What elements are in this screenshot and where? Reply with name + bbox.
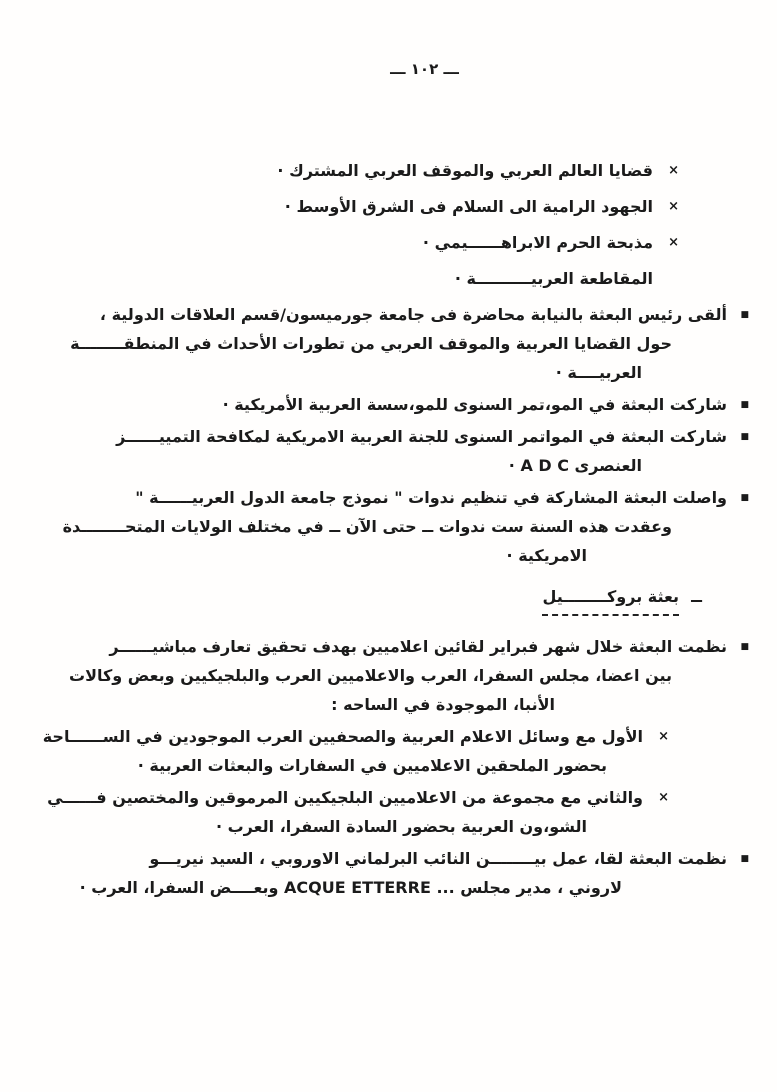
square-bullet-icon: ■	[740, 642, 749, 652]
bullet-item	[0, 636, 777, 716]
square-bullet-icon: ■	[740, 310, 749, 320]
paragraph-line: والثاني مع مجموعة من الاعلاميين البلجيكيين المرموقين والمختصين فــــــي	[47, 788, 643, 807]
paragraph-line: حول القضايا العربية والموقف العربي من تطورات الأحداث في المنطقــــــــة	[70, 334, 672, 353]
paragraph-line: شاركت البعثة في المواتمر السنوى للجنة العربية الامريكية لمكافحة التمييــــــز	[116, 427, 727, 446]
cross-bullet-icon: ×	[668, 163, 679, 178]
bullet-item	[0, 394, 777, 416]
cross-bullet-icon: ×	[668, 235, 679, 250]
square-bullet-icon: ■	[740, 854, 749, 864]
bullet-item	[0, 487, 777, 567]
topic-item	[0, 196, 777, 218]
topic-item	[0, 160, 777, 182]
topic-list	[0, 160, 777, 290]
cross-bullet-icon: ×	[658, 729, 669, 744]
cross-bullet-icon: ×	[668, 199, 679, 214]
paragraph-line: الأول مع وسائل الاعلام العربية والصحفيين العرب الموجودين في الســــــاحة	[42, 727, 643, 746]
paragraph-line: واصلت البعثة المشاركة في تنظيم ندوات " نموذج جامعة الدول العربيــــــة "	[135, 488, 727, 507]
sub-bullet-item	[0, 787, 777, 838]
paragraph-line: ألقى رئيس البعثة بالنيابة محاضرة فى جامعة جورميسون/قسم العلاقات الدولية ،	[99, 305, 727, 324]
paragraph-line: بين اعضا، مجلس السفرا، العرب والاعلاميين العرب والبلجيكيين وبعض وكالات	[68, 666, 672, 685]
page-number: ـــ ١٠٢ ـــ	[390, 60, 459, 78]
heading-title: بعثة بروكــــــــيل	[542, 585, 679, 616]
paragraph-line: الامريكية ·	[506, 546, 587, 565]
section-heading-brussels	[0, 585, 777, 616]
dash-icon: ــ	[691, 587, 702, 606]
topic-text: قضايا العالم العربي والموقف العربي المشترك ·	[277, 161, 653, 180]
paragraph-line: العنصرى A D C ·	[508, 456, 642, 475]
paragraph-line: نظمت البعثة خلال شهر فبراير لقائين اعلاميين بهدف تحقيق تعارف مباشيــــــر	[109, 637, 727, 656]
activity-list	[0, 304, 777, 567]
bullet-first-line	[0, 487, 777, 509]
topic-item	[0, 232, 777, 254]
paragraph-line: الأنبا، الموجودة في الساحه :	[331, 695, 555, 714]
bullet-item	[0, 426, 777, 477]
topic-text: الجهود الرامية الى السلام فى الشرق الأوسط ·	[284, 197, 653, 216]
paragraph-line: العربيــــة ·	[555, 363, 642, 382]
topic-item	[0, 268, 777, 290]
bullet-spacer	[653, 268, 679, 290]
bullet-first-line	[0, 304, 777, 326]
bullet-first-line	[0, 726, 777, 748]
paragraph-line: الشو،ون العربية بحضور السادة السفرا، العرب ·	[215, 817, 587, 836]
paragraph-line: شاركت البعثة في المو،تمر السنوى للمو،سسة العربية الأمريكية ·	[222, 395, 727, 414]
square-bullet-icon: ■	[740, 493, 749, 503]
paragraph-line: بحضور الملحقين الاعلاميين في السفارات والبعثات العربية ·	[137, 756, 607, 775]
bullet-first-line	[0, 426, 777, 448]
square-bullet-icon: ■	[740, 432, 749, 442]
paragraph-line: لاروني ، مدير مجلس ... ACQUE ETTERRE وبعــــض السفرا، العرب ·	[79, 878, 622, 897]
topic-text: المقاطعة العربيــــــــــة ·	[454, 269, 653, 288]
topic-text: مذبحة الحرم الابراهــــــيمي ·	[422, 233, 653, 252]
paragraph-line: نظمت البعثة لقا، عمل بيــــــــن النائب البرلماني الاوروبي ، السيد نيريـــو	[149, 849, 727, 868]
brussels-activity-list	[0, 636, 777, 899]
bullet-item	[0, 304, 777, 384]
bullet-item	[0, 848, 777, 899]
square-bullet-icon: ■	[740, 400, 749, 410]
paragraph-line: وعقدت هذه السنة ست ندوات ــ حتى الآن ــ في مختلف الولايات المتحــــــــدة	[62, 517, 672, 536]
bullet-first-line	[0, 636, 777, 658]
cross-bullet-icon: ×	[658, 790, 669, 805]
sub-bullet-item	[0, 726, 777, 777]
bullet-first-line	[0, 848, 777, 870]
bullet-first-line	[0, 787, 777, 809]
bullet-first-line	[0, 394, 777, 416]
